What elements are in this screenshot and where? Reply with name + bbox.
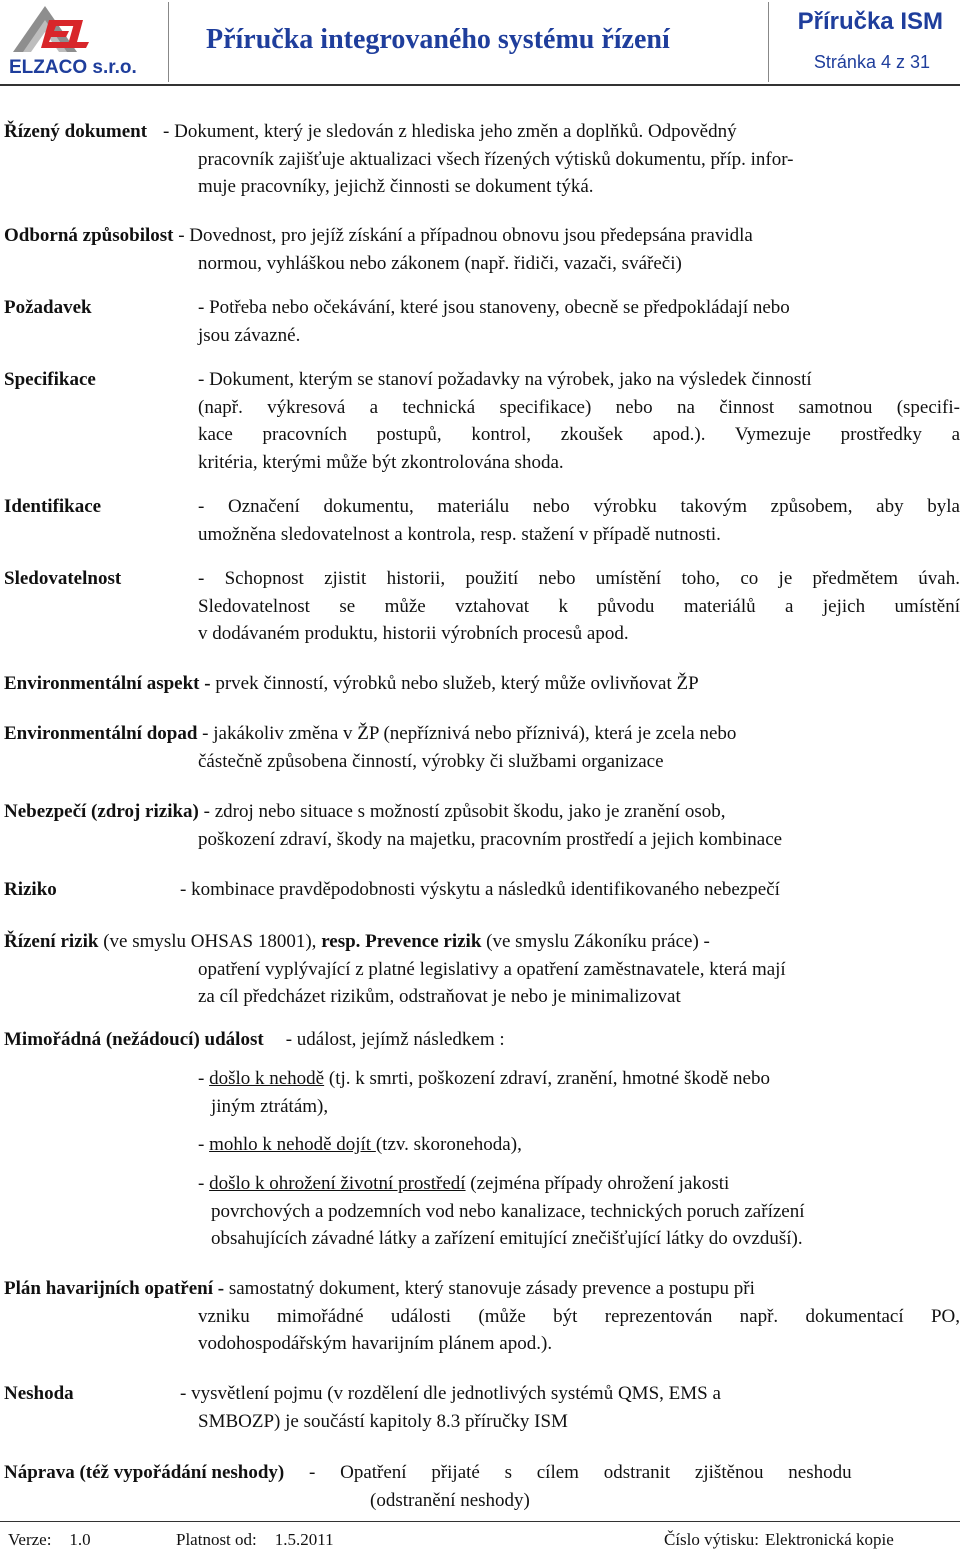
term: Environmentální aspekt -	[4, 673, 211, 694]
underlined-phrase: došlo k nehodě	[209, 1068, 325, 1089]
entry-riziko	[0, 876, 960, 904]
entry-rizeni-rizik	[0, 928, 960, 1011]
entry-environmentalni-aspekt	[0, 670, 960, 698]
term: Řízení rizik	[4, 931, 99, 952]
term: Riziko	[4, 879, 57, 900]
term: Řízený dokument	[4, 121, 148, 142]
list-dash: -	[198, 1134, 210, 1155]
definition-line: jiným ztrátám),	[211, 1095, 329, 1117]
list-dash: -	[198, 1068, 210, 1089]
footer-version	[8, 1530, 91, 1550]
entry-specifikace	[0, 366, 960, 476]
definition-line: - Dovednost, pro jejíž získání a případnou obnovu jsou předepsána pravidla	[173, 225, 753, 246]
term: Náprava (též vypořádání neshody)	[4, 1462, 285, 1483]
entry-odborna-zpusobilost	[0, 222, 960, 277]
definition-line: (zejména případy ohrožení jakosti	[465, 1173, 730, 1194]
definition-line: v dodávaném produktu, historii výrobních procesů apod.	[198, 623, 629, 644]
definition-line: Sledovatelnost se může vztahovat k původu materiálů a jejich umístění	[198, 595, 960, 617]
entry-rizeny-dokument	[0, 118, 960, 201]
entry-nebezpeci	[0, 798, 960, 853]
list-dash: -	[198, 1173, 210, 1194]
list-item	[0, 1170, 960, 1253]
entry-mimoradna-udalost	[0, 1026, 960, 1054]
underlined-phrase: došlo k ohrožení životní prostředí	[209, 1173, 466, 1194]
term: Environmentální dopad	[4, 723, 198, 744]
term: Požadavek	[4, 297, 92, 318]
definition-line: SMBOZP) je součástí kapitoly 8.3 příručky ISM	[198, 1410, 568, 1432]
term: Mimořádná (nežádoucí) událost	[4, 1029, 264, 1050]
entry-environmentalni-dopad	[0, 720, 960, 775]
footer-rule	[0, 1521, 960, 1522]
entry-plan-havarijnich-opatreni	[0, 1275, 960, 1358]
footer-copy-number	[664, 1530, 894, 1550]
definition-line: pracovník zajišťuje aktualizaci všech řízených výtisků dokumentu, příp. infor-	[198, 148, 794, 170]
footer-value: Elektronická kopie	[764, 1530, 894, 1549]
definition-line: - vysvětlení pojmu (v rozdělení dle jednotlivých systémů QMS, EMS a	[180, 1383, 721, 1404]
definition-line: opatření vyplývající z platné legislativy a opatření zaměstnavatele, která mají	[198, 958, 786, 980]
definition-line: kace pracovních postupů, kontrol, zkoušek apod.). Vymezuje prostředky a	[198, 424, 960, 445]
entry-identifikace	[0, 493, 960, 548]
footer-value: 1.0	[69, 1530, 91, 1549]
definition-line: částečně způsobena činností, výrobky či službami organizace	[198, 750, 664, 772]
elzaco-logo-icon	[5, 2, 155, 57]
definition-line: - jakákoliv změna v ŽP (nepříznivá nebo příznivá), která je zcela nebo	[197, 723, 737, 744]
definition-line: vodohospodářským havarijním plánem apod.).	[198, 1333, 553, 1354]
definition-line: - Dokument, kterým se stanoví požadavky na výrobek, jako na výsledek činností	[198, 369, 812, 390]
footer-label: Verze:	[8, 1530, 52, 1549]
term: resp. Prevence rizik	[321, 931, 482, 952]
term: Specifikace	[4, 369, 96, 390]
definition-line: obsahujících závadné látky a zařízení emitující znečišťující látky do ovzduší).	[211, 1228, 803, 1249]
underlined-phrase: mohlo k nehodě dojít	[209, 1134, 376, 1155]
company-name: ELZACO s.r.o.	[9, 57, 137, 78]
footer-label: Číslo výtisku:	[664, 1530, 759, 1549]
definition-line: (tj. k smrti, poškození zdraví, zranění, hmotné škodě nebo	[324, 1068, 770, 1089]
definition-line: - Dokument, který je sledován z hlediska jeho změn a doplňků. Odpovědný	[163, 121, 737, 142]
entry-naprava	[0, 1459, 960, 1514]
definition-line: - Opatření přijaté s cílem odstranit zjištěnou neshodu	[284, 1462, 852, 1483]
definition-line: poškození zdraví, škody na majetku, pracovním prostředí a jejich kombinace	[198, 828, 783, 850]
definition-line: (ve smyslu OHSAS 18001),	[98, 931, 322, 952]
header-divider	[168, 2, 169, 82]
definition-line: (tzv. skoronehoda),	[375, 1134, 522, 1155]
definition-line: - Potřeba nebo očekávání, které jsou stanoveny, obecně se předpokládají nebo	[198, 297, 790, 318]
document-title: Příručka integrovaného systému řízení	[206, 24, 670, 55]
term: Nebezpečí (zdroj rizika)	[4, 801, 199, 822]
list-item	[0, 1065, 960, 1120]
definition-line: (ve smyslu Zákoníku práce) -	[481, 931, 710, 952]
footer-label: Platnost od:	[176, 1530, 257, 1549]
entry-neshoda	[0, 1380, 960, 1435]
definition-line: - kombinace pravděpodobnosti výskytu a následků identifikovaného nebezpečí	[180, 879, 780, 900]
definition-line: povrchových a podzemních vod nebo kanalizace, technických poruch zařízení	[211, 1200, 805, 1222]
definition-line: za cíl předcházet rizikům, odstraňovat je nebo je minimalizovat	[198, 986, 681, 1007]
entry-sledovatelnost	[0, 565, 960, 648]
definition-line: - Označení dokumentu, materiálu nebo výrobku takovým způsobem, aby byla	[198, 496, 960, 517]
definition-line: jsou závazné.	[198, 324, 301, 346]
definition-line: prvek činností, výrobků nebo služeb, který může ovlivňovat ŽP	[210, 673, 699, 694]
footer-validity	[176, 1530, 334, 1550]
definition-line: kritéria, kterými může být zkontrolována shoda.	[198, 451, 564, 473]
term: Plán havarijních opatření -	[4, 1278, 225, 1299]
term: Odborná způsobilost	[4, 225, 174, 246]
definition-line: (odstranění neshody)	[370, 1489, 530, 1511]
definition-line: muje pracovníky, jejichž činnosti se dokument týká.	[198, 176, 594, 197]
term: Identifikace	[4, 496, 102, 517]
manual-title: Příručka ISM	[797, 8, 943, 35]
definition-line: vzniku mimořádné události (může být reprezentován např. dokumentací PO,	[198, 1305, 960, 1327]
term: Neshoda	[4, 1383, 74, 1404]
definition-line: umožněna sledovatelnost a kontrola, resp. stažení v případě nutnosti.	[198, 523, 721, 545]
entry-pozadavek	[0, 294, 960, 349]
page-number: Stránka 4 z 31	[813, 52, 930, 72]
definition-line: - Schopnost zjistit historii, použití nebo umístění toho, co je předmětem úvah.	[198, 568, 960, 589]
footer-value: 1.5.2011	[274, 1530, 334, 1549]
definition-line: normou, vyhláškou nebo zákonem (např. řidiči, vazači, svářeči)	[198, 252, 682, 274]
definition-line: (např. výkresová a technická specifikace) nebo na činnost samotnou (specifi-	[198, 396, 960, 418]
term: Sledovatelnost	[4, 568, 122, 589]
definition-line: - zdroj nebo situace s možností způsobit škodu, jako je zranění osob,	[198, 801, 726, 822]
definition-line: - událost, jejímž následkem :	[285, 1029, 505, 1050]
header-divider	[768, 2, 769, 82]
definition-line: samostatný dokument, který stanovuje zásady prevence a postupu při	[224, 1278, 755, 1299]
list-item	[0, 1131, 960, 1159]
page-header	[0, 0, 960, 85]
header-rule	[0, 84, 960, 86]
